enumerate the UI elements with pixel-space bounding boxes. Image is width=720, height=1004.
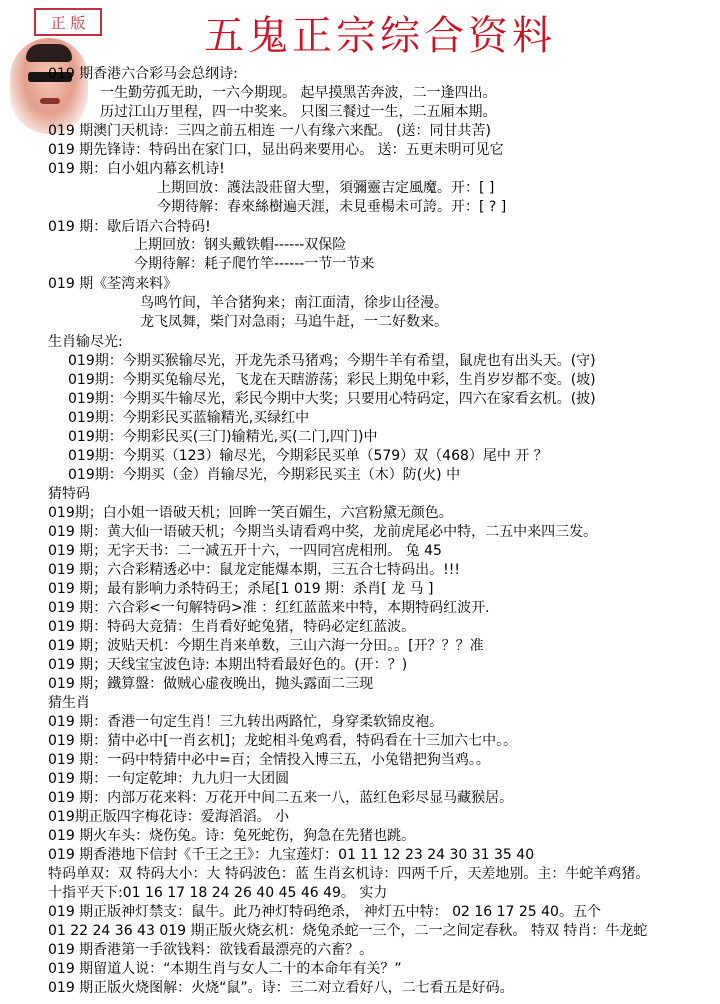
- genuine-badge: 正 版: [34, 8, 102, 36]
- text-line: 019 期正版火烧图解：火烧“鼠”。诗：三二对立看好八，二七看五是好码。: [48, 980, 514, 996]
- text-line: 019 期；鐵算盤：做贼心虚夜晚出，抛头露面二三现: [48, 676, 374, 692]
- text-line: 019 期香港第一手欲钱料：欲钱看最漂亮的六畜？。: [48, 942, 374, 958]
- text-line: 上期回放：钢头戴铁帽------双保险: [134, 237, 347, 253]
- text-line: 019 期；天线宝宝波色诗: 本期出特看最好色的。(开：？): [48, 657, 408, 673]
- text-line: 019期：今期买兔输尽光，飞龙在天瞎游荡；彩民上期兔中彩，生肖岁岁都不变。(坡): [68, 372, 596, 388]
- text-line: 019 期《荃湾来料》: [48, 276, 178, 292]
- text-line: 019期；白小姐一语破天机；回眸一笑百媚生，六宫粉黛无颜色。: [48, 505, 453, 521]
- text-line: 019 期先锋诗：特码出在家门口，显出码来要用心。 送：五更未明可见它: [48, 142, 504, 158]
- text-line: 历过江山万里程，四一中奖来。 只图三餐过一生，二五厢本期。: [100, 104, 497, 120]
- text-line: 019 期：一句定乾坤：九九归一大团圆: [48, 771, 290, 787]
- text-line: 019期：今期买（123）输尽光，今期彩民买单（579）双（468）尾中 开 ？: [68, 448, 548, 464]
- text-line: 019 期：白小姐内幕玄机诗!: [48, 161, 225, 177]
- text-line: 019 期；六合彩精透必中：鼠龙定能爆本期，三五合七特码出。!!!: [48, 562, 461, 578]
- text-line: 019 期：歇后语六合特码!: [48, 219, 211, 235]
- text-line: 019 期：六合彩<一句解特码>准 ：红红蓝蓝来中特，本期特码红波开.: [48, 600, 490, 616]
- text-line: 猜生肖: [48, 695, 90, 711]
- portrait-image: [10, 38, 88, 134]
- text-line: 019 期；无字天书：二一减五开十六，一四同宫虎相刑。 兔 45: [48, 543, 442, 559]
- text-line: 019 期：内部万花来料：万花开中间二五来一八，蓝红色彩尽显马藏猴居。: [48, 790, 514, 806]
- text-line: 生肖输尽光:: [48, 334, 123, 350]
- text-line: 019期正版四字梅花诗：爱海滔滔。 小: [48, 809, 290, 825]
- text-line: 019 期：黄大仙一语破天机；今期当头请看鸡中奖，龙前虎尾必中特，二五中来四三发。: [48, 524, 598, 540]
- page-title: 五鬼正宗综合资料: [204, 13, 556, 59]
- text-line: 019期：今期买牛输尽光，彩民今期中大奖；只要用心特码定，四六在家看玄机。(披): [68, 391, 596, 407]
- text-line: 特码单双：双 特码大小：大 特码波色：蓝 生肖玄机诗：四两千斤，天差地别。主：牛蛇羊鸡猪。: [48, 866, 650, 882]
- text-line: 019 期：香港一句定生肖！三九转出两路忙，身穿柔软锦皮袍。: [48, 714, 444, 730]
- text-line: 十指平天下:01 16 17 18 24 26 40 45 46 49。 实力: [48, 885, 388, 901]
- text-line: 019期：今期买猴输尽光，开龙先杀马猪鸡；今期牛羊有希望，鼠虎也有出头天。(守): [68, 353, 596, 369]
- text-line: 019期：今期彩民买(三门)输精光,买(二门,四门)中: [68, 429, 378, 445]
- text-line: 019期：今期彩民买蓝输精光,买绿红中: [68, 410, 310, 426]
- text-line: 019 期：特码大竞猜：生肖看好蛇兔猪，特码必定红蓝波。: [48, 619, 416, 635]
- text-line: 019 期留道人说：“本期生肖与女人二十的本命年有关？”: [48, 961, 402, 977]
- text-line: 019 期香港六合彩马会总纲诗:: [48, 66, 238, 82]
- text-line: 鸟鸣竹间，羊合猪狗来；南江面清，徐步山径漫。: [140, 295, 448, 311]
- text-line: 一生勤劳孤无助，一六今期现。 起早摸黑苦奔波，二一逢四出。: [100, 85, 497, 101]
- text-line: 019 期香港地下信封《千王之王》：九宝莲灯：01 11 12 23 24 30 31 35 40: [48, 847, 535, 863]
- text-line: 019 期；最有影响力杀特码王；杀尾[1 019 期：杀肖[ 龙 马 ]: [48, 581, 434, 597]
- text-line: 019 期澳门天机诗：三四之前五相连 一八有缘六来配。 (送：同甘共苦): [48, 123, 491, 139]
- text-line: 019 期：一码中特猜中必中=百；全情投入博三五，小兔错把狗当鸡。。: [48, 752, 490, 768]
- text-line: 019 期正版神灯禁支：鼠牛。此乃神灯特码绝杀， 神灯五中特： 02 16 17 25 40。五个: [48, 904, 601, 920]
- text-line: 猜特码: [48, 486, 90, 502]
- text-line: 龙飞凤舞，柴门对急雨；马追牛赶，一二好数来。: [140, 314, 448, 330]
- text-line: 019 期：猜中必中[一肖玄机]；龙蛇相斗兔鸡看，特码看在十三加六七中。。: [48, 733, 518, 749]
- text-line: 今期待解：耗子爬竹竿------一节一节来: [134, 256, 375, 272]
- text-line: 01 22 24 36 43 019 期正版火烧玄机：烧兔杀蛇一三个，二一之间定春秋。 特双 特肖：牛龙蛇: [48, 923, 648, 939]
- text-line: 上期回放：護法設莊留大聖，須彌靈吉定風魔。开：[ ]: [157, 180, 495, 196]
- text-line: 019 期；波贴天机：今期生肖来单数，三山六海一分田。。[开？？？准: [48, 638, 484, 654]
- text-line: 019 期火车头：烧伤兔。诗：兔死蛇伤，狗急在先猪也跳。: [48, 828, 416, 844]
- text-line: 今期待解：春來絲樹遍天涯，未見垂楊未可誇。开：[ ? ]: [157, 199, 507, 215]
- text-line: 019期：今期买（金）肖输尽光，今期彩民买主（木）防(火) 中: [68, 467, 461, 483]
